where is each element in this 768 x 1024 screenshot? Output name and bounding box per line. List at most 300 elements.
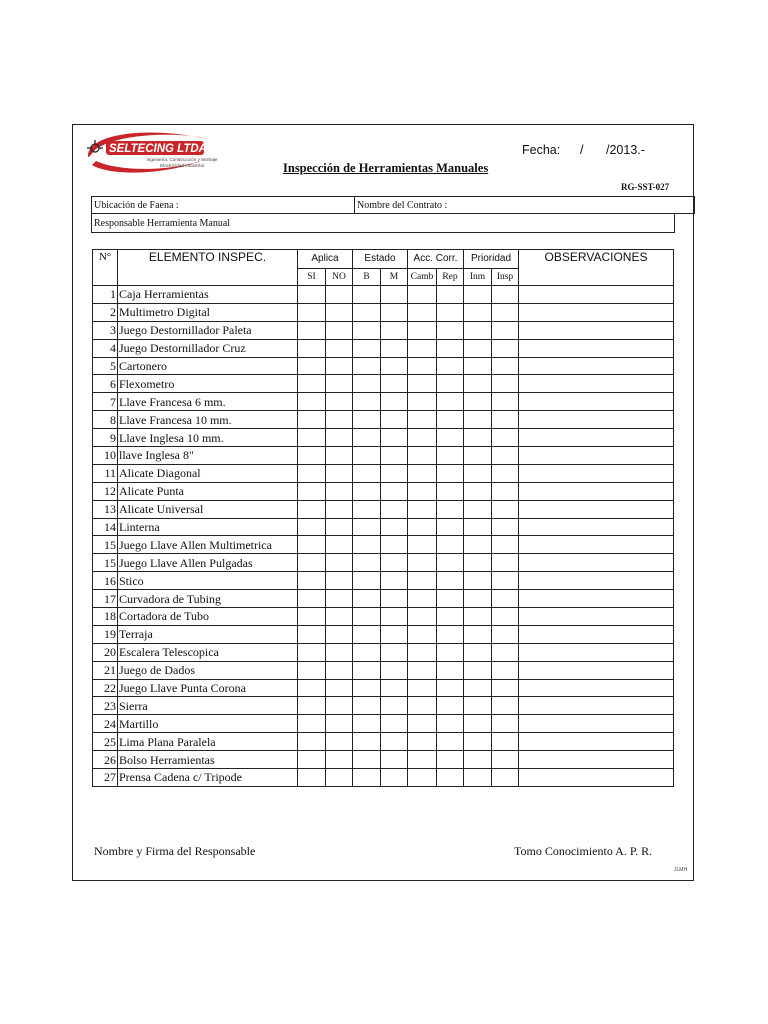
cell-rep[interactable]	[437, 303, 464, 321]
cell-rep[interactable]	[437, 464, 464, 482]
cell-obs[interactable]	[519, 608, 674, 626]
row-item: Juego Destornillador Cruz	[118, 339, 298, 357]
cell-si[interactable]	[298, 303, 326, 321]
cell-si[interactable]	[298, 393, 326, 411]
cell-b[interactable]	[353, 500, 381, 518]
cell-no[interactable]	[326, 375, 353, 393]
cell-no[interactable]	[326, 518, 353, 536]
cell-inm[interactable]	[464, 572, 492, 590]
cell-m[interactable]	[381, 464, 408, 482]
cell-no[interactable]	[326, 411, 353, 429]
cell-inm[interactable]	[464, 554, 492, 572]
cell-si[interactable]	[298, 411, 326, 429]
cell-m[interactable]	[381, 679, 408, 697]
cell-si[interactable]	[298, 608, 326, 626]
cell-obs[interactable]	[519, 393, 674, 411]
row-item: Juego de Dados	[118, 661, 298, 679]
cell-si[interactable]	[298, 518, 326, 536]
cell-b[interactable]	[353, 518, 381, 536]
cell-no[interactable]	[326, 500, 353, 518]
cell-inm[interactable]	[464, 321, 492, 339]
cell-b[interactable]	[353, 751, 381, 769]
cell-camb[interactable]	[408, 536, 437, 554]
cell-no[interactable]	[326, 679, 353, 697]
row-number: 13	[93, 500, 118, 518]
cell-rep[interactable]	[437, 286, 464, 304]
logo-text: SELTECING LTDA.	[109, 143, 211, 155]
cell-no[interactable]	[326, 536, 353, 554]
row-number: 22	[93, 679, 118, 697]
cell-obs[interactable]	[519, 751, 674, 769]
cell-obs[interactable]	[519, 733, 674, 751]
cell-insp[interactable]	[492, 321, 519, 339]
cell-obs[interactable]	[519, 572, 674, 590]
cell-insp[interactable]	[492, 303, 519, 321]
cell-inm[interactable]	[464, 590, 492, 608]
cell-camb[interactable]	[408, 286, 437, 304]
cell-m[interactable]	[381, 536, 408, 554]
table-row	[93, 339, 674, 357]
cell-camb[interactable]	[408, 321, 437, 339]
row-number: 16	[93, 572, 118, 590]
cell-b[interactable]	[353, 357, 381, 375]
cell-m[interactable]	[381, 357, 408, 375]
cell-no[interactable]	[326, 393, 353, 411]
cell-b[interactable]	[353, 625, 381, 643]
contrato-field[interactable]	[355, 197, 695, 214]
cell-inm[interactable]	[464, 429, 492, 447]
cell-inm[interactable]	[464, 393, 492, 411]
cell-no[interactable]	[326, 751, 353, 769]
cell-inm[interactable]	[464, 357, 492, 375]
cell-inm[interactable]	[464, 339, 492, 357]
cell-m[interactable]	[381, 286, 408, 304]
cell-inm[interactable]	[464, 751, 492, 769]
cell-si[interactable]	[298, 554, 326, 572]
cell-rep[interactable]	[437, 357, 464, 375]
cell-camb[interactable]	[408, 482, 437, 500]
cell-camb[interactable]	[408, 518, 437, 536]
table-row	[93, 411, 674, 429]
cell-b[interactable]	[353, 697, 381, 715]
cell-obs[interactable]	[519, 554, 674, 572]
table-row	[93, 661, 674, 679]
cell-rep[interactable]	[437, 625, 464, 643]
cell-inm[interactable]	[464, 500, 492, 518]
cell-si[interactable]	[298, 625, 326, 643]
cell-camb[interactable]	[408, 769, 437, 787]
table-row	[93, 286, 674, 304]
cell-no[interactable]	[326, 482, 353, 500]
cell-b[interactable]	[353, 661, 381, 679]
cell-rep[interactable]	[437, 661, 464, 679]
cell-camb[interactable]	[408, 590, 437, 608]
cell-si[interactable]	[298, 482, 326, 500]
cell-m[interactable]	[381, 733, 408, 751]
cell-b[interactable]	[353, 554, 381, 572]
cell-no[interactable]	[326, 697, 353, 715]
cell-b[interactable]	[353, 339, 381, 357]
cell-m[interactable]	[381, 661, 408, 679]
cell-si[interactable]	[298, 643, 326, 661]
cell-inm[interactable]	[464, 518, 492, 536]
acc-corr-header: Acc. Corr.	[408, 250, 464, 269]
cell-m[interactable]	[381, 769, 408, 787]
cell-obs[interactable]	[519, 375, 674, 393]
cell-camb[interactable]	[408, 625, 437, 643]
cell-b[interactable]	[353, 321, 381, 339]
cell-obs[interactable]	[519, 715, 674, 733]
cell-b[interactable]	[353, 572, 381, 590]
cell-inm[interactable]	[464, 715, 492, 733]
cell-si[interactable]	[298, 447, 326, 465]
cell-inm[interactable]	[464, 733, 492, 751]
cell-rep[interactable]	[437, 679, 464, 697]
cell-inm[interactable]	[464, 536, 492, 554]
fecha-label: Fecha:	[522, 143, 561, 157]
cell-no[interactable]	[326, 625, 353, 643]
cell-si[interactable]	[298, 464, 326, 482]
num-header: N°	[93, 250, 118, 286]
cell-obs[interactable]	[519, 500, 674, 518]
cell-m[interactable]	[381, 697, 408, 715]
row-item: Llave Francesa 10 mm.	[118, 411, 298, 429]
cell-obs[interactable]	[519, 464, 674, 482]
row-number: 19	[93, 625, 118, 643]
cell-camb[interactable]	[408, 608, 437, 626]
cell-rep[interactable]	[437, 393, 464, 411]
cell-no[interactable]	[326, 286, 353, 304]
cell-camb[interactable]	[408, 429, 437, 447]
cell-b[interactable]	[353, 715, 381, 733]
cell-insp[interactable]	[492, 554, 519, 572]
document-code: RG-SST-027	[621, 182, 670, 192]
cell-inm[interactable]	[464, 643, 492, 661]
cell-no[interactable]	[326, 464, 353, 482]
signature-label-apr: Tomo Conocimiento A. P. R.	[514, 844, 653, 858]
cell-si[interactable]	[298, 286, 326, 304]
cell-rep[interactable]	[437, 572, 464, 590]
cell-obs[interactable]	[519, 357, 674, 375]
cell-obs[interactable]	[519, 769, 674, 787]
cell-rep[interactable]	[437, 697, 464, 715]
cell-m[interactable]	[381, 518, 408, 536]
cell-b[interactable]	[353, 769, 381, 787]
cell-m[interactable]	[381, 554, 408, 572]
cell-insp[interactable]	[492, 715, 519, 733]
cell-camb[interactable]	[408, 679, 437, 697]
cell-b[interactable]	[353, 536, 381, 554]
row-number: 7	[93, 393, 118, 411]
cell-inm[interactable]	[464, 769, 492, 787]
cell-inm[interactable]	[464, 679, 492, 697]
cell-insp[interactable]	[492, 393, 519, 411]
cell-no[interactable]	[326, 357, 353, 375]
cell-camb[interactable]	[408, 554, 437, 572]
cell-si[interactable]	[298, 321, 326, 339]
cell-rep[interactable]	[437, 715, 464, 733]
cell-rep[interactable]	[437, 751, 464, 769]
cell-insp[interactable]	[492, 357, 519, 375]
cell-camb[interactable]	[408, 733, 437, 751]
signature-label-responsable: Nombre y Firma del Responsable	[94, 844, 256, 858]
cell-b[interactable]	[353, 608, 381, 626]
cell-insp[interactable]	[492, 608, 519, 626]
table-row	[93, 303, 674, 321]
cell-insp[interactable]	[492, 286, 519, 304]
cell-m[interactable]	[381, 321, 408, 339]
table-row	[93, 554, 674, 572]
cell-b[interactable]	[353, 411, 381, 429]
cell-si[interactable]	[298, 697, 326, 715]
cell-no[interactable]	[326, 769, 353, 787]
cell-si[interactable]	[298, 661, 326, 679]
cell-rep[interactable]	[437, 482, 464, 500]
cell-b[interactable]	[353, 447, 381, 465]
cell-no[interactable]	[326, 321, 353, 339]
cell-si[interactable]	[298, 357, 326, 375]
cell-insp[interactable]	[492, 375, 519, 393]
cell-obs[interactable]	[519, 286, 674, 304]
cell-m[interactable]	[381, 375, 408, 393]
cell-b[interactable]	[353, 429, 381, 447]
cell-b[interactable]	[353, 393, 381, 411]
row-number: 14	[93, 518, 118, 536]
cell-camb[interactable]	[408, 643, 437, 661]
cell-si[interactable]	[298, 572, 326, 590]
cell-obs[interactable]	[519, 411, 674, 429]
row-item: Linterna	[118, 518, 298, 536]
cell-insp[interactable]	[492, 536, 519, 554]
cell-rep[interactable]	[437, 536, 464, 554]
cell-si[interactable]	[298, 536, 326, 554]
cell-inm[interactable]	[464, 625, 492, 643]
cell-insp[interactable]	[492, 679, 519, 697]
cell-m[interactable]	[381, 482, 408, 500]
cell-insp[interactable]	[492, 751, 519, 769]
cell-rep[interactable]	[437, 429, 464, 447]
cell-rep[interactable]	[437, 339, 464, 357]
cell-no[interactable]	[326, 572, 353, 590]
cell-obs[interactable]	[519, 447, 674, 465]
cell-m[interactable]	[381, 339, 408, 357]
cell-obs[interactable]	[519, 536, 674, 554]
cell-insp[interactable]	[492, 769, 519, 787]
cell-obs[interactable]	[519, 697, 674, 715]
inspection-table	[92, 249, 674, 787]
cell-obs[interactable]	[519, 643, 674, 661]
cell-rep[interactable]	[437, 643, 464, 661]
cell-camb[interactable]	[408, 751, 437, 769]
cell-b[interactable]	[353, 303, 381, 321]
cell-no[interactable]	[326, 554, 353, 572]
table-row	[93, 733, 674, 751]
cell-si[interactable]	[298, 429, 326, 447]
cell-si[interactable]	[298, 769, 326, 787]
cell-camb[interactable]	[408, 661, 437, 679]
row-number: 18	[93, 608, 118, 626]
cell-camb[interactable]	[408, 572, 437, 590]
cell-camb[interactable]	[408, 357, 437, 375]
cell-camb[interactable]	[408, 500, 437, 518]
cell-b[interactable]	[353, 286, 381, 304]
page-title: Inspección de Herramientas Manuales	[283, 161, 489, 175]
cell-obs[interactable]	[519, 661, 674, 679]
cell-si[interactable]	[298, 751, 326, 769]
cell-camb[interactable]	[408, 464, 437, 482]
cell-inm[interactable]	[464, 447, 492, 465]
cell-b[interactable]	[353, 482, 381, 500]
cell-insp[interactable]	[492, 697, 519, 715]
cell-b[interactable]	[353, 733, 381, 751]
cell-rep[interactable]	[437, 375, 464, 393]
cell-camb[interactable]	[408, 697, 437, 715]
cell-no[interactable]	[326, 339, 353, 357]
cell-inm[interactable]	[464, 482, 492, 500]
row-number: 11	[93, 464, 118, 482]
row-item: Alicate Universal	[118, 500, 298, 518]
cell-no[interactable]	[326, 303, 353, 321]
cell-si[interactable]	[298, 339, 326, 357]
cell-m[interactable]	[381, 411, 408, 429]
cell-inm[interactable]	[464, 375, 492, 393]
ubicacion-field[interactable]	[92, 197, 355, 214]
cell-inm[interactable]	[464, 464, 492, 482]
cell-camb[interactable]	[408, 411, 437, 429]
cell-inm[interactable]	[464, 661, 492, 679]
cell-rep[interactable]	[437, 554, 464, 572]
cell-m[interactable]	[381, 751, 408, 769]
cell-no[interactable]	[326, 429, 353, 447]
cell-m[interactable]	[381, 393, 408, 411]
cell-obs[interactable]	[519, 303, 674, 321]
cell-no[interactable]	[326, 661, 353, 679]
cell-obs[interactable]	[519, 518, 674, 536]
cell-obs[interactable]	[519, 321, 674, 339]
cell-rep[interactable]	[437, 447, 464, 465]
cell-rep[interactable]	[437, 733, 464, 751]
cell-si[interactable]	[298, 500, 326, 518]
cell-rep[interactable]	[437, 500, 464, 518]
cell-si[interactable]	[298, 715, 326, 733]
cell-b[interactable]	[353, 375, 381, 393]
cell-b[interactable]	[353, 464, 381, 482]
row-number: 8	[93, 411, 118, 429]
cell-si[interactable]	[298, 679, 326, 697]
cell-obs[interactable]	[519, 482, 674, 500]
cell-no[interactable]	[326, 590, 353, 608]
cell-inm[interactable]	[464, 608, 492, 626]
cell-insp[interactable]	[492, 464, 519, 482]
rep-header: Rep	[437, 269, 464, 286]
cell-insp[interactable]	[492, 733, 519, 751]
m-header: M	[381, 269, 408, 286]
cell-m[interactable]	[381, 625, 408, 643]
cell-insp[interactable]	[492, 482, 519, 500]
cell-insp[interactable]	[492, 643, 519, 661]
cell-camb[interactable]	[408, 303, 437, 321]
cell-rep[interactable]	[437, 321, 464, 339]
cell-m[interactable]	[381, 643, 408, 661]
cell-rep[interactable]	[437, 518, 464, 536]
cell-b[interactable]	[353, 590, 381, 608]
cell-obs[interactable]	[519, 679, 674, 697]
header-row-1	[93, 250, 674, 269]
cell-inm[interactable]	[464, 697, 492, 715]
cell-si[interactable]	[298, 590, 326, 608]
cell-m[interactable]	[381, 608, 408, 626]
cell-obs[interactable]	[519, 625, 674, 643]
cell-m[interactable]	[381, 500, 408, 518]
cell-inm[interactable]	[464, 303, 492, 321]
cell-m[interactable]	[381, 572, 408, 590]
row-number: 25	[93, 733, 118, 751]
cell-no[interactable]	[326, 733, 353, 751]
cell-camb[interactable]	[408, 715, 437, 733]
ubicacion-label: Ubicación de Faena :	[94, 199, 179, 211]
cell-rep[interactable]	[437, 769, 464, 787]
cell-inm[interactable]	[464, 411, 492, 429]
cell-m[interactable]	[381, 590, 408, 608]
cell-m[interactable]	[381, 429, 408, 447]
cell-camb[interactable]	[408, 393, 437, 411]
cell-insp[interactable]	[492, 429, 519, 447]
cell-insp[interactable]	[492, 447, 519, 465]
row-number: 15	[93, 536, 118, 554]
table-row	[93, 679, 674, 697]
cell-b[interactable]	[353, 679, 381, 697]
table-row	[93, 625, 674, 643]
responsable-field[interactable]	[92, 214, 675, 233]
cell-rep[interactable]	[437, 411, 464, 429]
cell-rep[interactable]	[437, 590, 464, 608]
cell-insp[interactable]	[492, 625, 519, 643]
cell-insp[interactable]	[492, 661, 519, 679]
cell-no[interactable]	[326, 447, 353, 465]
cell-m[interactable]	[381, 447, 408, 465]
cell-rep[interactable]	[437, 608, 464, 626]
cell-si[interactable]	[298, 375, 326, 393]
table-row	[93, 751, 674, 769]
cell-m[interactable]	[381, 715, 408, 733]
cell-camb[interactable]	[408, 447, 437, 465]
cell-insp[interactable]	[492, 500, 519, 518]
row-item: Llave Inglesa 10 mm.	[118, 429, 298, 447]
cell-no[interactable]	[326, 643, 353, 661]
row-item: Juego Llave Allen Pulgadas	[118, 554, 298, 572]
row-number: 2	[93, 303, 118, 321]
camb-header: Camb	[408, 269, 437, 286]
cell-no[interactable]	[326, 715, 353, 733]
cell-obs[interactable]	[519, 429, 674, 447]
cell-si[interactable]	[298, 733, 326, 751]
cell-m[interactable]	[381, 303, 408, 321]
cell-insp[interactable]	[492, 572, 519, 590]
cell-obs[interactable]	[519, 590, 674, 608]
cell-b[interactable]	[353, 643, 381, 661]
cell-obs[interactable]	[519, 339, 674, 357]
cell-insp[interactable]	[492, 590, 519, 608]
logo-subtitle	[146, 157, 218, 169]
cell-inm[interactable]	[464, 286, 492, 304]
cell-insp[interactable]	[492, 411, 519, 429]
cell-camb[interactable]	[408, 339, 437, 357]
cell-insp[interactable]	[492, 518, 519, 536]
cell-camb[interactable]	[408, 375, 437, 393]
cell-insp[interactable]	[492, 339, 519, 357]
cell-no[interactable]	[326, 608, 353, 626]
row-number: 24	[93, 715, 118, 733]
